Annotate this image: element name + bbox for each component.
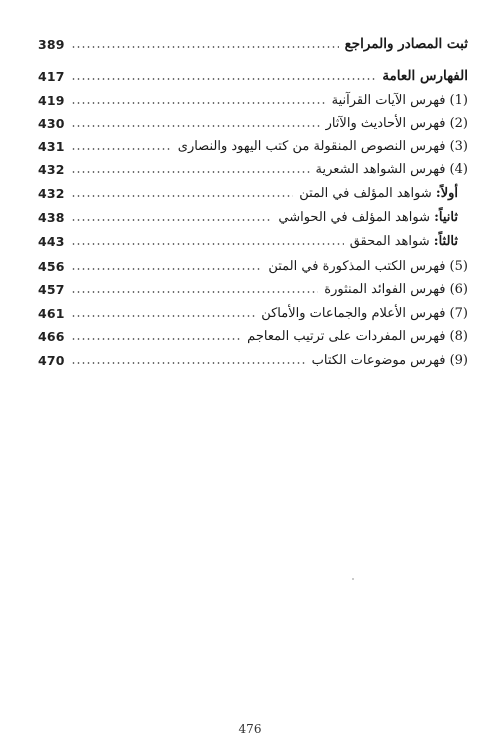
leader-dots (71, 102, 326, 104)
subentry-text: شواهد المؤلف في الحواشي (278, 209, 435, 225)
toc-entry[interactable] (38, 159, 468, 179)
toc-page-number: 470 (38, 352, 65, 368)
toc-entry[interactable] (38, 113, 468, 133)
toc-entry-sources[interactable] (38, 34, 468, 54)
toc-subentry[interactable] (38, 231, 468, 251)
toc-entry-title: (7) فهرس الأعلام والجماعات والأماكن (261, 305, 468, 321)
toc-entry-title: (3) فهرس النصوص المنقولة من كتب اليهود والنصارى (177, 138, 468, 154)
leader-dots (71, 268, 263, 270)
leader-dots (71, 243, 344, 245)
toc-entry-title: (2) فهرس الأحاديث والآثار (325, 115, 468, 131)
toc-entry[interactable] (38, 90, 468, 110)
toc-subentry-title (299, 186, 458, 201)
leader-dots (71, 362, 306, 364)
page-number: 476 (238, 722, 262, 736)
toc-entry[interactable] (38, 256, 468, 276)
toc-page-number: 438 (38, 209, 65, 225)
toc-page-number: 432 (38, 161, 65, 177)
leader-dots (71, 219, 273, 221)
toc-entry[interactable] (38, 303, 468, 323)
toc-entry[interactable] (38, 326, 468, 346)
toc-subentry[interactable] (38, 207, 468, 227)
toc-heading-indexes[interactable] (38, 66, 468, 86)
ordinal-label: ثالثاً: (433, 233, 458, 249)
toc-subentry-title (350, 234, 458, 249)
leader-dots (71, 125, 320, 127)
toc-heading-title: الفهارس العامة (382, 68, 468, 84)
toc-entry[interactable] (38, 136, 468, 156)
leader-dots (71, 171, 310, 173)
toc-page-number: 466 (38, 328, 65, 344)
toc-page-number: 456 (38, 258, 65, 274)
toc-entry[interactable] (38, 279, 468, 299)
toc-page-number: 443 (38, 233, 65, 249)
toc-entry-title: (6) فهرس الفوائد المنثورة (324, 281, 468, 297)
toc-entry-title: (5) فهرس الكتب المذكورة في المتن (268, 258, 468, 274)
subentry-text: شواهد المحقق (349, 233, 434, 249)
subentry-text: شواهد المؤلف في المتن (299, 185, 436, 201)
toc-page-number: 461 (38, 305, 65, 321)
paper-speck (352, 578, 354, 580)
ordinal-label: أولاً: (435, 185, 458, 201)
toc-page-number: 417 (38, 68, 65, 84)
toc-subentry[interactable] (38, 183, 468, 203)
leader-dots (71, 78, 377, 80)
leader-dots (71, 315, 256, 317)
toc-page-number: 432 (38, 185, 65, 201)
toc-entry-title: ثبت المصادر والمراجع (344, 36, 468, 52)
toc-page-number: 457 (38, 281, 65, 297)
leader-dots (71, 46, 339, 48)
leader-dots (71, 148, 172, 150)
leader-dots (71, 195, 294, 197)
toc-entry-title: (4) فهرس الشواهد الشعرية (315, 161, 468, 177)
toc-entry-title: (9) فهرس موضوعات الكتاب (311, 352, 468, 368)
toc-page-number: 419 (38, 92, 65, 108)
toc-subentry-title (278, 210, 458, 225)
leader-dots (71, 291, 319, 293)
toc-page-number: 389 (38, 36, 65, 52)
toc-page-number: 430 (38, 115, 65, 131)
leader-dots (71, 338, 241, 340)
toc-entry-title: (1) فهرس الآيات القرآنية (331, 92, 468, 108)
ordinal-label: ثانياً: (434, 209, 458, 225)
toc-entry-title: (8) فهرس المفردات على ترتيب المعاجم (247, 328, 468, 344)
toc-page-number: 431 (38, 138, 65, 154)
toc-entry[interactable] (38, 350, 468, 370)
